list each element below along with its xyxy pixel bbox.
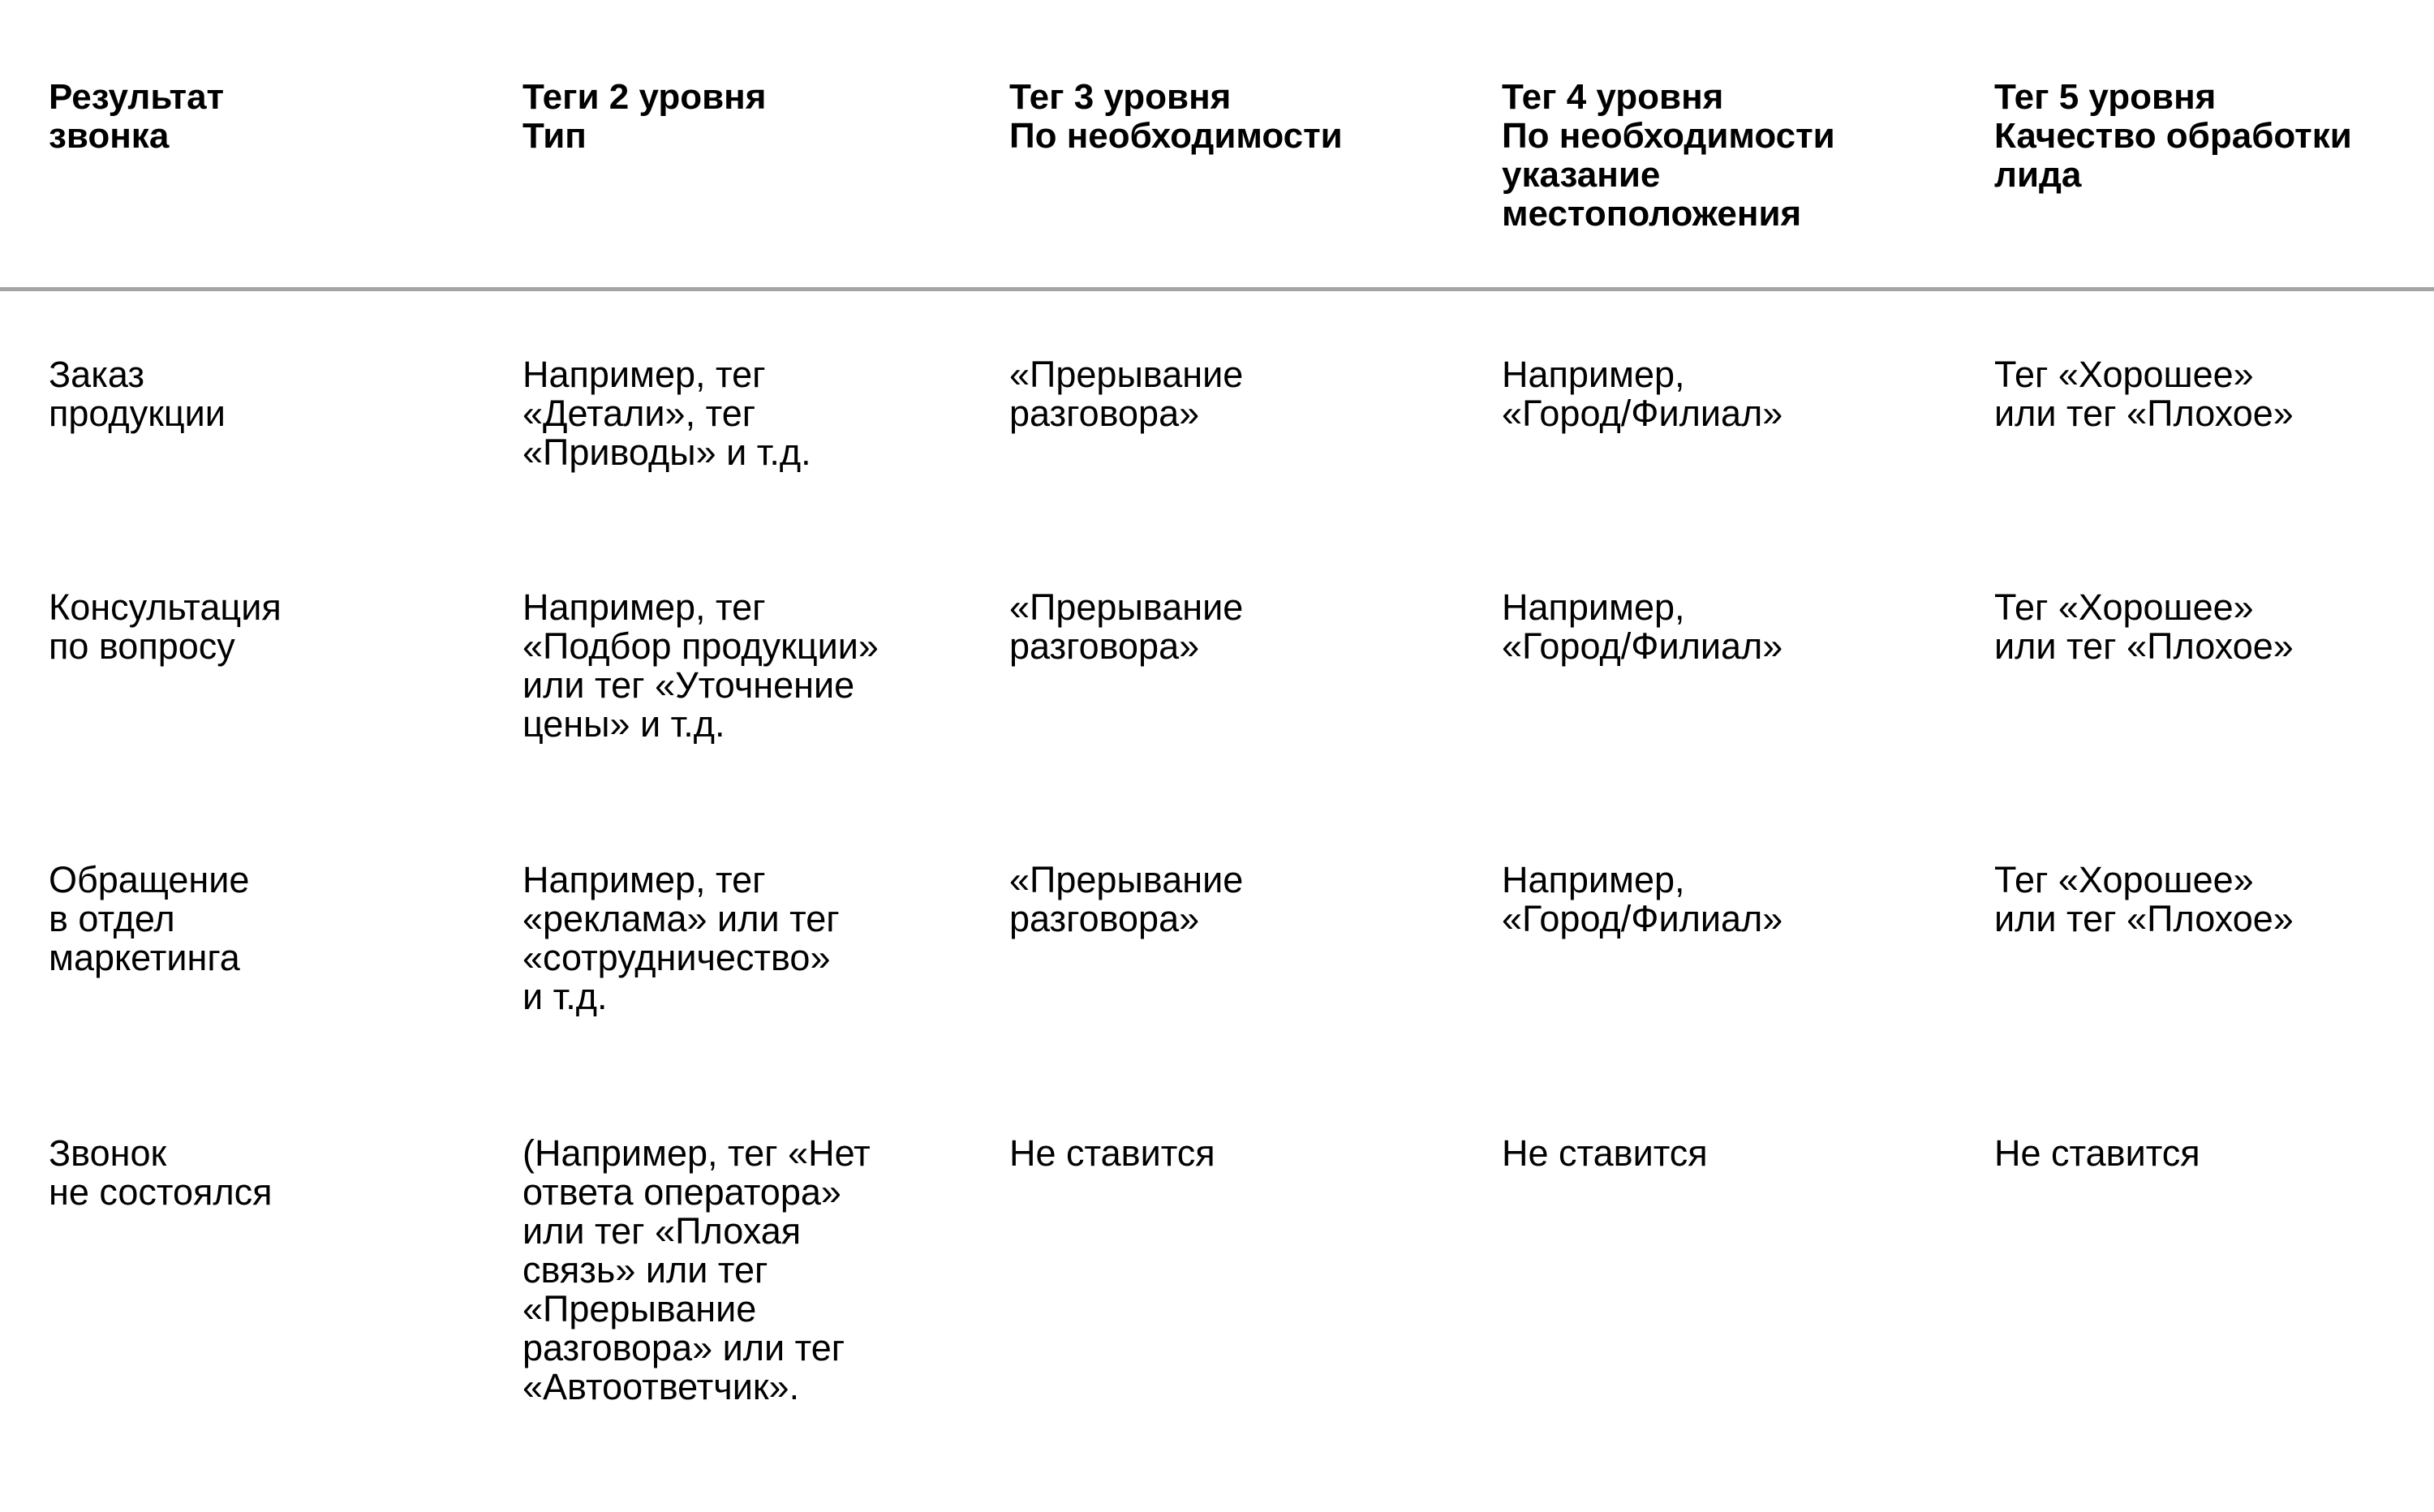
row-2-tag5: Тег «Хорошее» или тег «Плохое» — [1994, 586, 2294, 667]
header-divider — [0, 287, 2434, 291]
row-2-tag2: Например, тег «Подбор продукции» или тег «Уточнение цены» и т.д. — [522, 586, 879, 745]
row-2-tag4: Например, «Город/Филиал» — [1502, 586, 1783, 667]
row-1-result: Заказ продукции — [49, 354, 226, 434]
row-4-tag4: Не ставится — [1502, 1132, 1708, 1174]
row-3-result: Обращение в отдел маркетинга — [49, 859, 250, 978]
header-tag-level-4: Тег 4 уровня По необходимости указание местоположения — [1502, 77, 1835, 234]
row-3-tag3: «Прерывание разговора» — [1009, 859, 1244, 939]
row-1-tag3: «Прерывание разговора» — [1009, 354, 1244, 434]
row-1-tag4: Например, «Город/Филиал» — [1502, 354, 1783, 434]
row-1-tag5: Тег «Хорошее» или тег «Плохое» — [1994, 354, 2294, 434]
row-2-tag3: «Прерывание разговора» — [1009, 586, 1244, 667]
row-2-result: Консультация по вопросу — [49, 586, 282, 667]
row-4-result: Звонок не состоялся — [49, 1132, 273, 1213]
row-3-tag4: Например, «Город/Филиал» — [1502, 859, 1783, 939]
row-1-tag2: Например, тег «Детали», тег «Приводы» и т.д. — [522, 354, 811, 473]
header-tag-level-2: Теги 2 уровня Тип — [522, 77, 767, 156]
row-4-tag5: Не ставится — [1994, 1132, 2200, 1174]
row-3-tag5: Тег «Хорошее» или тег «Плохое» — [1994, 859, 2294, 939]
row-3-tag2: Например, тег «реклама» или тег «сотрудничество» и т.д. — [522, 859, 840, 1017]
header-tag-level-3: Тег 3 уровня По необходимости — [1009, 77, 1343, 156]
header-call-result: Результат звонка — [49, 77, 225, 156]
header-tag-level-5: Тег 5 уровня Качество обработки лида — [1994, 77, 2352, 195]
row-4-tag2: (Например, тег «Нет ответа оператора» или тег «Плохая связь» или тег «Прерывание разговора» или тег «Автоответчик». — [522, 1132, 871, 1407]
row-4-tag3: Не ставится — [1009, 1132, 1215, 1174]
